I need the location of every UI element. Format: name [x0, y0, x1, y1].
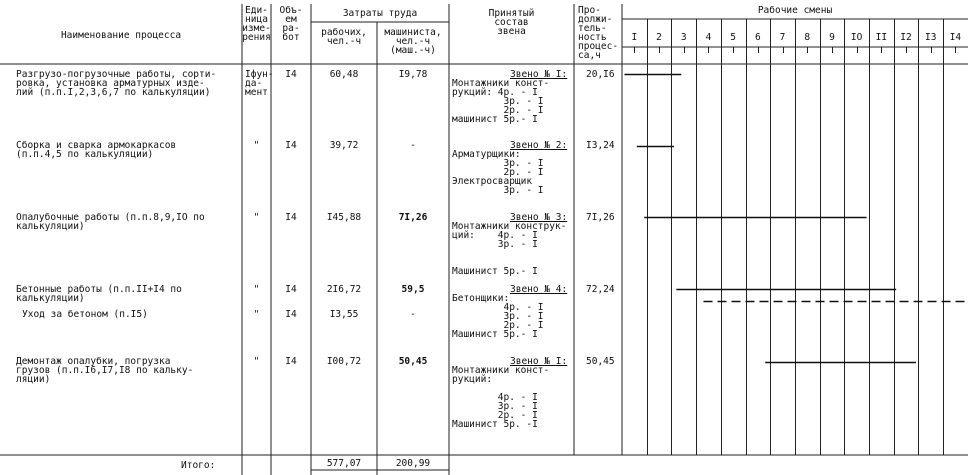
row3-workers: I45,88 — [326, 212, 362, 223]
row6-duration: 50,45 — [586, 356, 615, 367]
row1-duration: 20,I6 — [586, 69, 615, 80]
row3-duration: 7I,26 — [586, 212, 615, 223]
row4-unit: " — [253, 284, 260, 295]
shift-number-label: 3 — [680, 32, 687, 43]
row2-crew: Арматурщики: 3р. - I 2р. - I Электросварщик 3р. - I — [452, 149, 544, 196]
row1-name: Разгрузо-погрузочные работы, сорти- ровка, установка арматурных изде- лий (п.п.I,2,3,6,7 по калькуляции) — [16, 69, 217, 98]
row1-unit: Iфун- да- мент — [245, 69, 274, 98]
header-work-shifts: Рабочие смены — [757, 5, 833, 16]
header-machinists: машиниста, чел.-ч (маш.-ч) — [384, 27, 442, 56]
row4-crew-title: Звено № 4: — [510, 284, 568, 295]
header-crew: Принятый состав звена — [488, 8, 535, 37]
row3-machinists: 7I,26 — [398, 212, 428, 223]
row2-duration: I3,24 — [586, 140, 615, 151]
totals-label: Итого: — [181, 460, 216, 471]
shift-number-label: 9 — [829, 32, 835, 43]
row6-volume: I4 — [285, 356, 297, 367]
row2-unit: " — [253, 140, 260, 151]
shift-number-label: 2 — [656, 32, 662, 43]
row5-machinists: - — [410, 309, 416, 320]
row4-workers: 2I6,72 — [326, 284, 362, 295]
row2-name: Сборка и сварка армокаркасов (п.п.4,5 по калькуляции) — [16, 140, 177, 160]
row2-volume: I4 — [285, 140, 297, 151]
shift-number-label: I3 — [925, 32, 937, 43]
row3-volume: I4 — [285, 212, 297, 223]
totals-workers: 577,07 — [326, 458, 362, 469]
row5-unit: " — [253, 309, 260, 320]
row2-crew-title: Звено № 2: — [510, 140, 568, 151]
header-duration: Про- должи- тель- ность процес- са,ч — [578, 5, 619, 61]
header-process-name: Наименование процесса — [60, 30, 182, 41]
row4-machinists: 59,5 — [401, 284, 425, 295]
row4-volume: I4 — [285, 284, 297, 295]
row5-volume: I4 — [285, 309, 297, 320]
header-unit: Еди- ница изме- рения — [242, 5, 271, 43]
shift-number-label: II — [875, 32, 888, 43]
row2-machinists: - — [410, 140, 416, 151]
row6-crew-title: Звено № I: — [510, 356, 568, 367]
header-workers: рабочих, чел.-ч — [321, 27, 367, 47]
row3-name: Опалубочные работы (п.п.8,9,IO по калькуляции) — [16, 212, 205, 232]
row3-crew: Монтажники конструк- ций: 4р. - I 3р. - I Машинист 5р.- I — [452, 221, 567, 277]
row5-workers: I3,55 — [329, 309, 359, 320]
row4-name: Бетонные работы (п.п.II+I4 по калькуляции) — [16, 284, 182, 304]
shift-number-label: I4 — [949, 32, 962, 43]
header-volume: Объ- ем ра- бот — [279, 5, 303, 43]
row1-workers: 60,48 — [329, 69, 359, 80]
shift-number-label: I2 — [900, 32, 912, 43]
shift-number-label: 7 — [779, 32, 786, 43]
row6-unit: " — [253, 356, 260, 367]
header-labor-costs: Затраты труда — [342, 8, 418, 19]
row4-duration: 72,24 — [586, 284, 615, 295]
shift-number-label: IO — [850, 32, 863, 43]
shift-number-label: 6 — [754, 32, 761, 43]
row6-crew: Монтажники конст- рукций: 4р. - I 3р. - I 2р. - I Машинист 5р. -I — [452, 365, 550, 430]
totals-machinists: 200,99 — [395, 458, 431, 469]
row1-crew: Монтажники конст- рукций: 4р. - I 3р. - I 2р. - I машинист 5р.- I — [452, 78, 550, 125]
row1-volume: I4 — [285, 69, 297, 80]
shift-number-label: 8 — [804, 32, 811, 43]
row5-name: Уход за бетоном (п.I5) — [22, 309, 148, 320]
row6-machinists: 50,45 — [398, 356, 428, 367]
shift-number-label: 4 — [705, 32, 712, 43]
row6-workers: I00,72 — [326, 356, 362, 367]
row1-crew-title: Звено № I: — [510, 69, 568, 80]
row4-crew: Бетонщики: 4р. - I 3р. - I 2р. - I Машинист 5р.- I — [452, 293, 544, 340]
row1-machinists: I9,78 — [398, 69, 428, 80]
shift-number-label: 5 — [730, 32, 736, 43]
row2-workers: 39,72 — [329, 140, 359, 151]
shift-number-label: I — [631, 32, 638, 43]
row6-name: Демонтаж опалубки, погрузка грузов (п.п.I6,I7,I8 по кальку- ляции) — [16, 356, 194, 385]
row3-crew-title: Звено № 3: — [510, 212, 568, 223]
row3-unit: " — [253, 212, 260, 223]
